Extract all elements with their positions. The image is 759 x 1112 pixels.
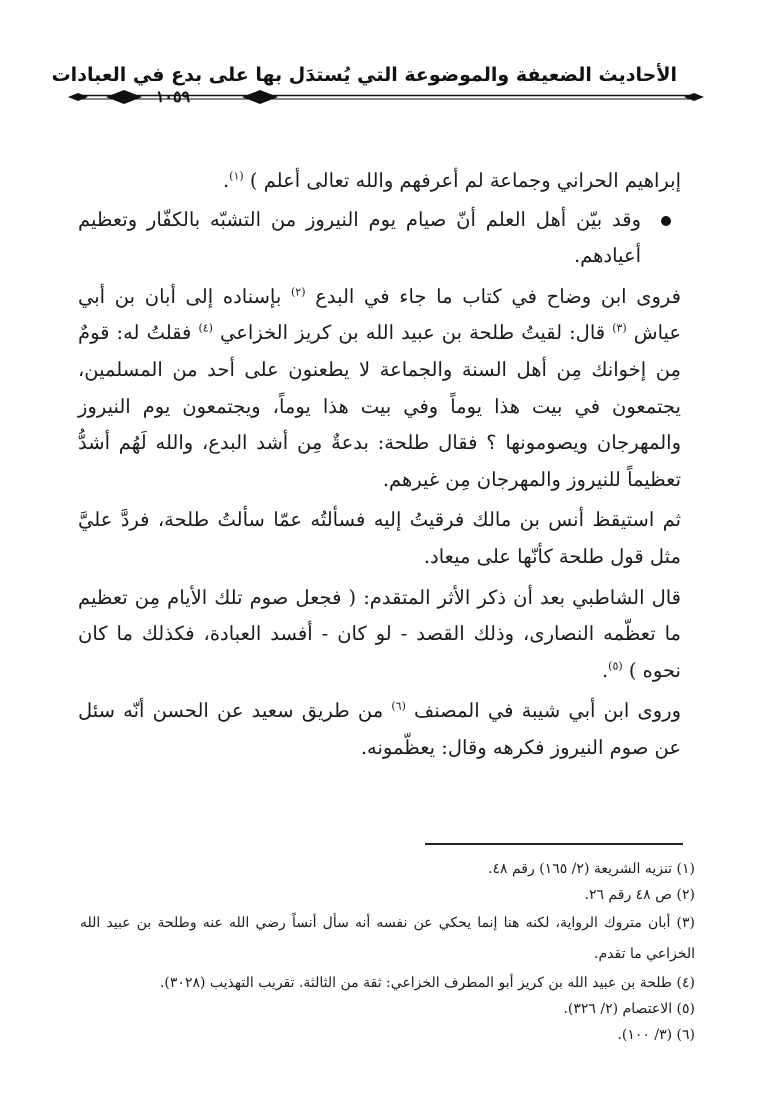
- footnote-ref-1[interactable]: (١): [229, 169, 244, 183]
- footnote-5: (٥) الاعتصام (٢/ ٣٢٦).: [563, 1001, 695, 1017]
- paragraph-6: وروى ابن أبي شيبة في المصنف $^{(٦)}$ من طريق سعيد عن الحسن أنّه سئل عن صوم النيروز فكرهه وقال: يعظّمونه.: [78, 699, 681, 759]
- footnote-ref-5[interactable]: (٥): [608, 659, 623, 673]
- footnote-6: (٦) (٣/ ١٠٠).: [617, 1027, 695, 1043]
- footnote-ref-2[interactable]: (٢): [291, 285, 306, 299]
- main-text: [78, 163, 681, 767]
- footnote-1: (١) تنزيه الشريعة (٢/ ١٦٥) رقم ٤٨.: [488, 861, 695, 877]
- footnote-ref-6[interactable]: (٦): [391, 699, 406, 713]
- running-header-title: الأحاديث الضعيفة والموضوعة التي يُستدَل بها على بدع في العبادات: [51, 64, 677, 86]
- paragraph-4: ثم استيقظ أنس بن مالك فرقيتُ إليه فسألتُه عمّا سألتُ طلحة، فردَّ عليَّ مثل قول طلحة كأنّها على ميعاد.: [78, 508, 681, 568]
- paragraph-3: فروى ابن وضاح في كتاب ما جاء في البدع $^{(٢)}$ بإسناده إلى أبان بن أبي عياش $^{(٣)}$ قال: لقيتُ طلحة بن عبيد الله بن كريز الخزاعي $^{(٤)}$ فقلتُ له: قومٌ مِن إخوانك مِن أهل السنة والجماعة لا يطعنون على أحد من المسلمين، يجتمعون في بيت هذا يوماً وفي بيت هذا يوماً، ويجتمعون يوم النيروز والمهرجان ويصومونها ؟ فقال طلحة: بدعةٌ مِن أشد البدع، والله لَهُم أشدُّ تعظيماً للنيروز والمهرجان مِن غيرهم.: [78, 284, 682, 491]
- footnote-ref-4[interactable]: (٤): [198, 321, 213, 335]
- paragraph-1: إبراهيم الحراني وجماعة لم أعرفهم والله تعالى أعلم ) $^{(١)}$.: [222, 169, 681, 192]
- paragraph-5: قال الشاطبي بعد أن ذكر الأثر المتقدم: ( فجعل صوم تلك الأيام مِن تعظيم ما تعظّمه النصارى، وذلك القصد - لو كان - أفسد العبادة، فكذلك ما كان نحوه ) $^{(٥)}$.: [78, 585, 681, 682]
- footnote-2: (٢) ص ٤٨ رقم ٢٦.: [584, 887, 695, 903]
- footnotes: [80, 856, 695, 1048]
- footnote-ref-3[interactable]: (٣): [612, 321, 627, 335]
- footnote-3: (٣) أبان متروك الرواية، لكنه هنا إنما يحكي عن نفسه أنه سأل أنساً رضي الله عنه وطلحة بن عبيد الله الخزاعي ما تقدم.: [80, 915, 695, 962]
- footnote-separator: [425, 843, 683, 845]
- page-number: ١٠٥٩: [155, 87, 191, 106]
- footnote-4: (٤) طلحة بن عبيد الله بن كريز أبو المطرف الخزاعي: ثقة من الثالثة. تقريب التهذيب (٣٠٢٨).: [159, 975, 695, 991]
- bullet-icon: [661, 216, 671, 226]
- bullet-paragraph: وقد بيّن أهل العلم أنّ صيام يوم النيروز من التشبّه بالكفّار وتعظيم أعيادهم.: [78, 202, 681, 275]
